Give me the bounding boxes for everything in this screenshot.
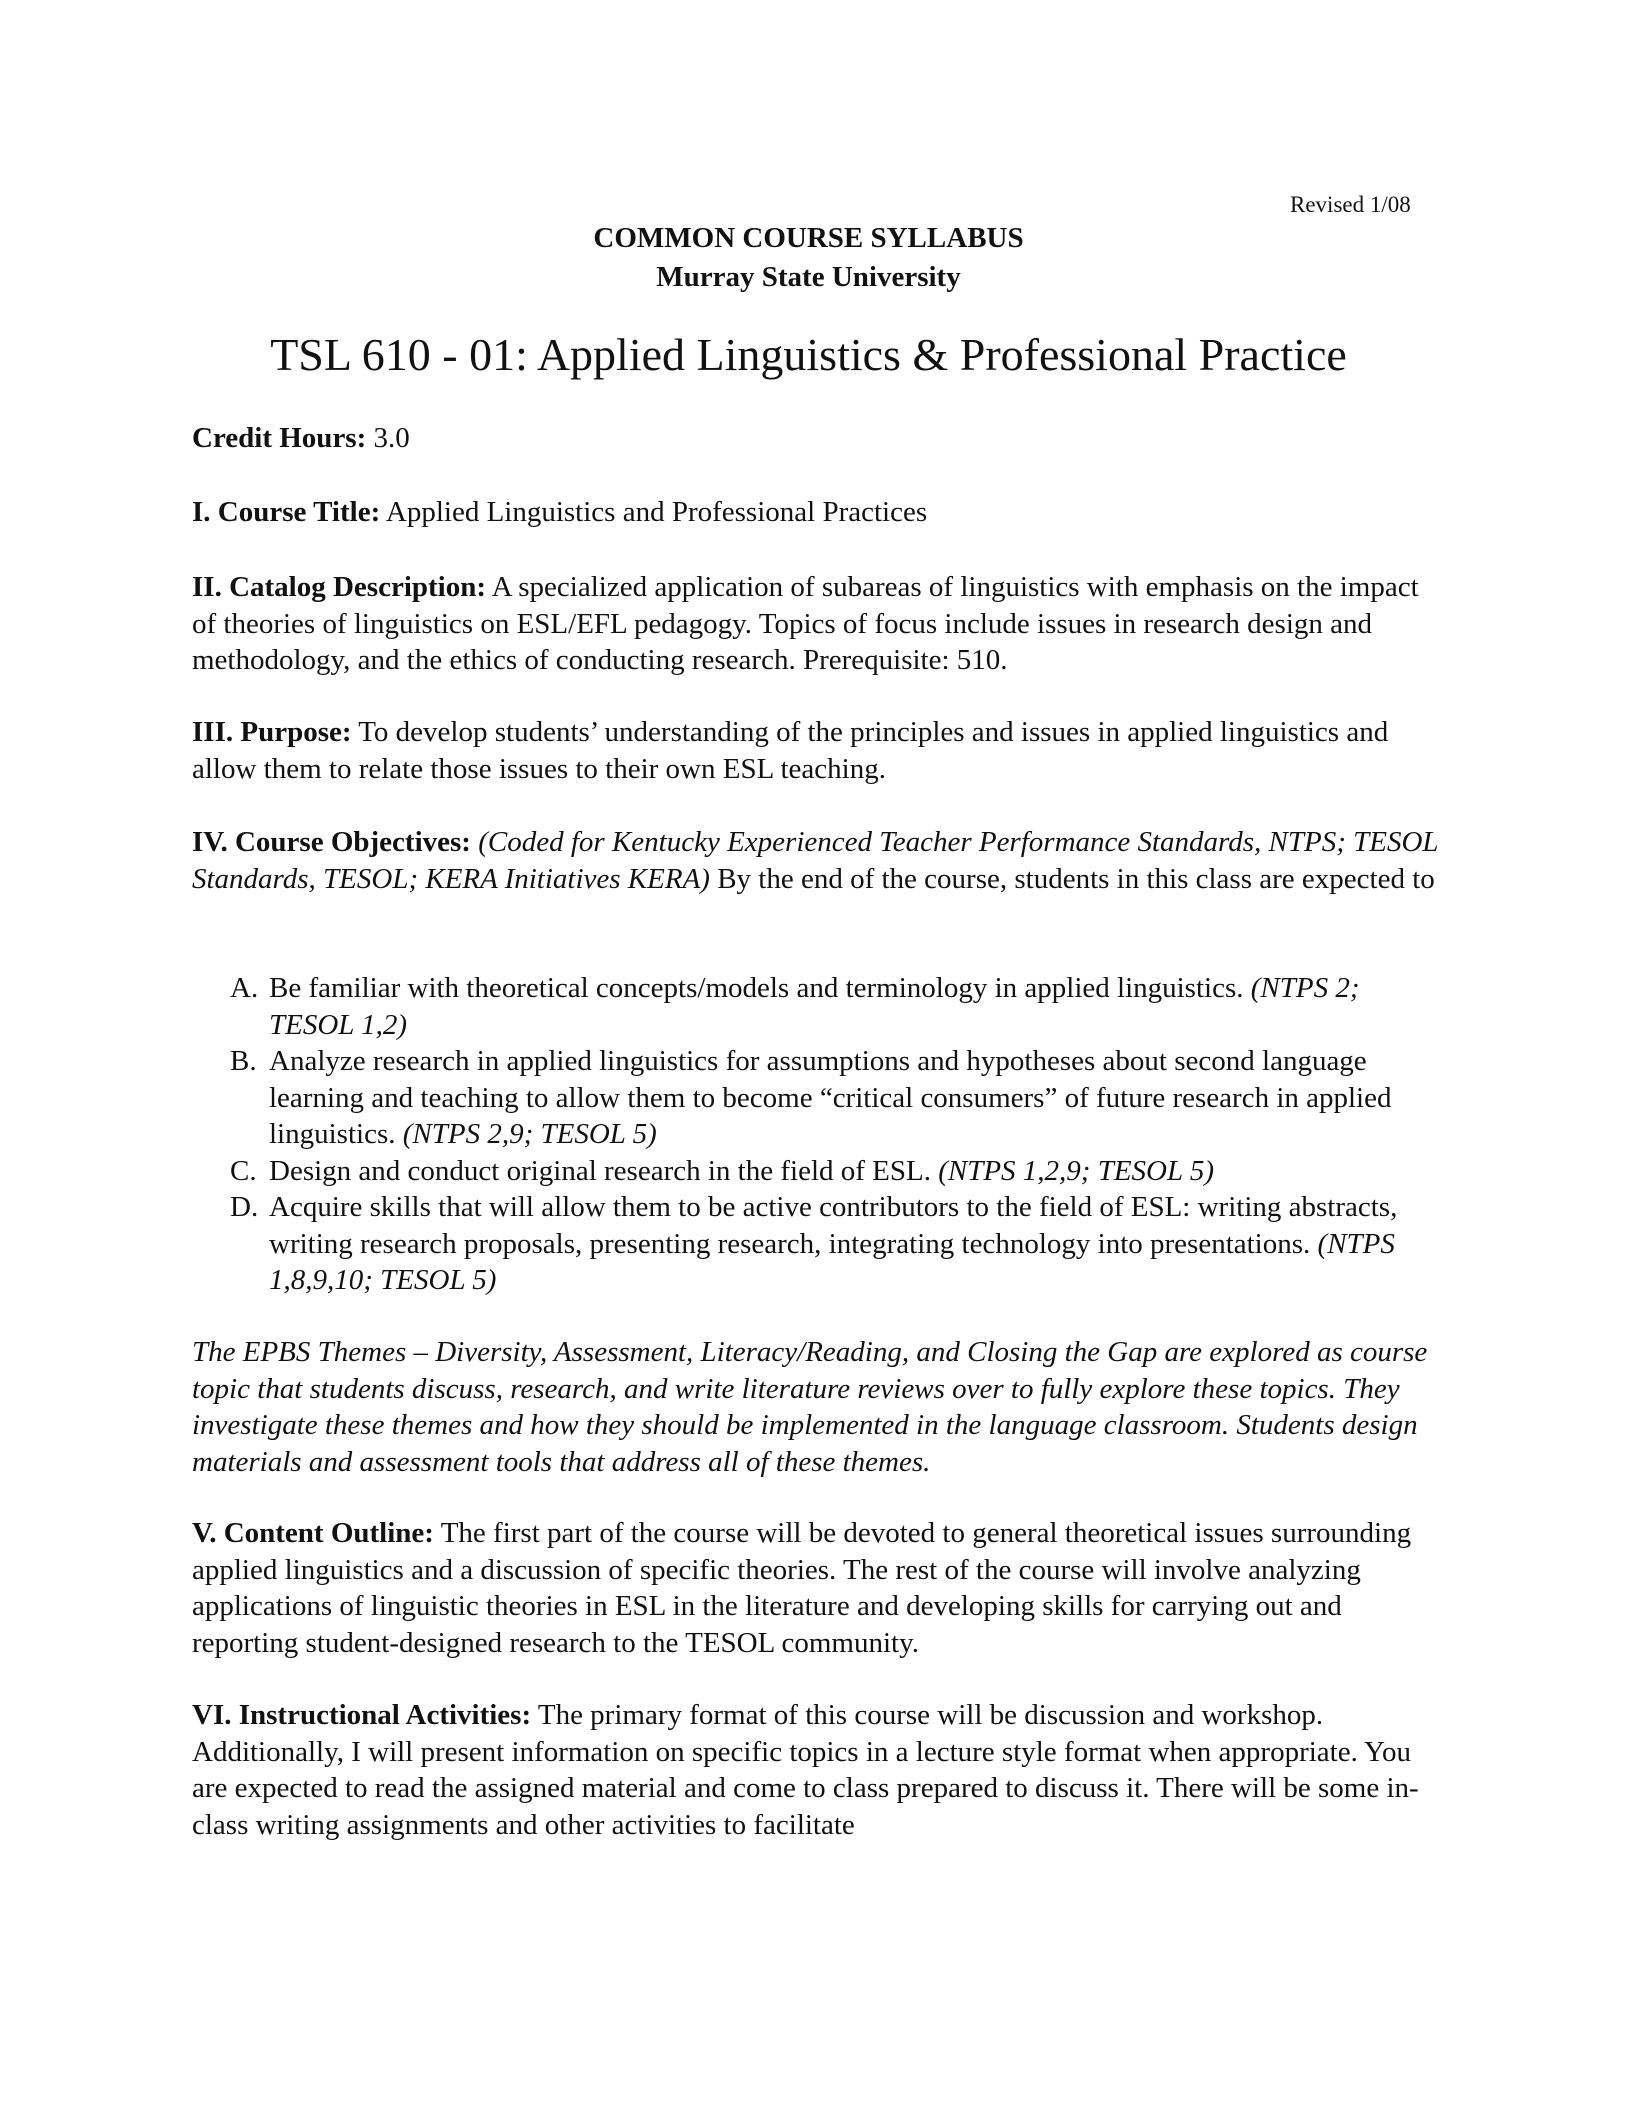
list-item-letter: B.: [230, 1045, 257, 1077]
purpose-label: III. Purpose:: [192, 716, 352, 748]
catalog-text: A specialized application of subareas of linguistics with emphasis on the impact of theories of linguistics on ESL/EFL pedagogy. Topics of focus include issues in research design and methodology, and the ethics of conducting research. Prerequisite: 510.: [192, 571, 1419, 676]
objectives-section: [192, 824, 1442, 897]
list-item: [230, 1043, 1430, 1153]
list-item-text: Acquire skills that will allow them to be active contributors to the field of ESL: writing abstracts, writing research proposals, presenting research, integrating technology into presentations.: [269, 1191, 1398, 1260]
list-item-text: Design and conduct original research in the field of ESL.: [269, 1154, 931, 1187]
content-outline-section: [192, 1515, 1442, 1661]
objectives-list: [230, 970, 1430, 1299]
list-item: [230, 1153, 1430, 1190]
list-item-letter: D.: [230, 1191, 259, 1223]
course-title-section: [192, 494, 1442, 531]
list-item-letter: C.: [230, 1154, 257, 1187]
course-title: TSL 610 - 01: Applied Linguistics & Professional Practice: [270, 329, 1347, 380]
list-item-code: (NTPS 1,2,9; TESOL 5): [930, 1154, 1215, 1187]
catalog-label: II. Catalog Description:: [192, 571, 487, 603]
epbs-themes-note: The EPBS Themes – Diversity, Assessment, Literacy/Reading, and Closing the Gap are explored as course topic that students discuss, research, and write literature reviews over to fully explore these topics. They investigate these themes and how they should be implemented in the language classroom. Students design materials and assessment tools that address all of these themes.: [192, 1336, 1428, 1478]
course-title-value: Applied Linguistics and Professional Practices: [380, 496, 928, 528]
list-item: [230, 970, 1430, 1043]
syllabus-heading: COMMON COURSE SYLLABUS: [593, 222, 1024, 254]
course-title-label: I. Course Title:: [192, 496, 381, 528]
credit-hours-label: Credit Hours:: [192, 422, 367, 454]
list-item-letter: A.: [230, 972, 259, 1004]
revision-note: Revised 1/08: [1290, 192, 1411, 217]
purpose-text: To develop students’ understanding of the principles and issues in applied linguistics and allow them to relate those issues to their own ESL teaching.: [192, 716, 1389, 785]
instructional-label: VI. Instructional Activities:: [192, 1699, 532, 1731]
list-item-code: (NTPS 2,9; TESOL 5): [395, 1118, 657, 1150]
objectives-coding: (Coded for Kentucky Experienced Teacher Performance Standards, NTPS; TESOL Standards, TESOL; KERA Initiatives KERA): [192, 826, 1439, 895]
instructional-text: The primary format of this course will be discussion and workshop. Additionally, I will present information on specific topics in a lecture style format when appropriate. You are expected to read the assigned material and come to class prepared to discuss it. There will be some in-class writing assignments and other activities to facilitate: [192, 1699, 1419, 1841]
objectives-label: IV. Course Objectives:: [192, 826, 471, 858]
list-item-text: Be familiar with theoretical concepts/models and terminology in applied linguistics.: [269, 972, 1244, 1004]
catalog-description: [192, 569, 1442, 679]
purpose-section: [192, 714, 1442, 787]
instructional-activities-section: [192, 1697, 1442, 1843]
content-outline-text: The first part of the course will be devoted to general theoretical issues surrounding applied linguistics and a discussion of specific theories. The rest of the course will involve analyzing applications of linguistic theories in ESL in the literature and developing skills for carrying out and reporting student-designed research to the TESOL community.: [192, 1517, 1412, 1659]
list-item: [230, 1189, 1430, 1299]
credit-hours: [192, 420, 1442, 457]
list-item-code: (NTPS 2; TESOL 1,2): [269, 972, 1360, 1041]
objectives-intro: By the end of the course, students in this class are expected to: [709, 862, 1435, 895]
university-name: Murray State University: [656, 261, 961, 293]
list-item-code: (NTPS 1,8,9,10; TESOL 5): [269, 1227, 1395, 1296]
credit-hours-value: 3.0: [366, 422, 410, 454]
content-outline-label: V. Content Outline:: [192, 1517, 434, 1549]
list-item-text: Analyze research in applied linguistics for assumptions and hypotheses about second language learning and teaching to allow them to become “critical consumers” of future research in applied linguistics.: [269, 1045, 1392, 1150]
